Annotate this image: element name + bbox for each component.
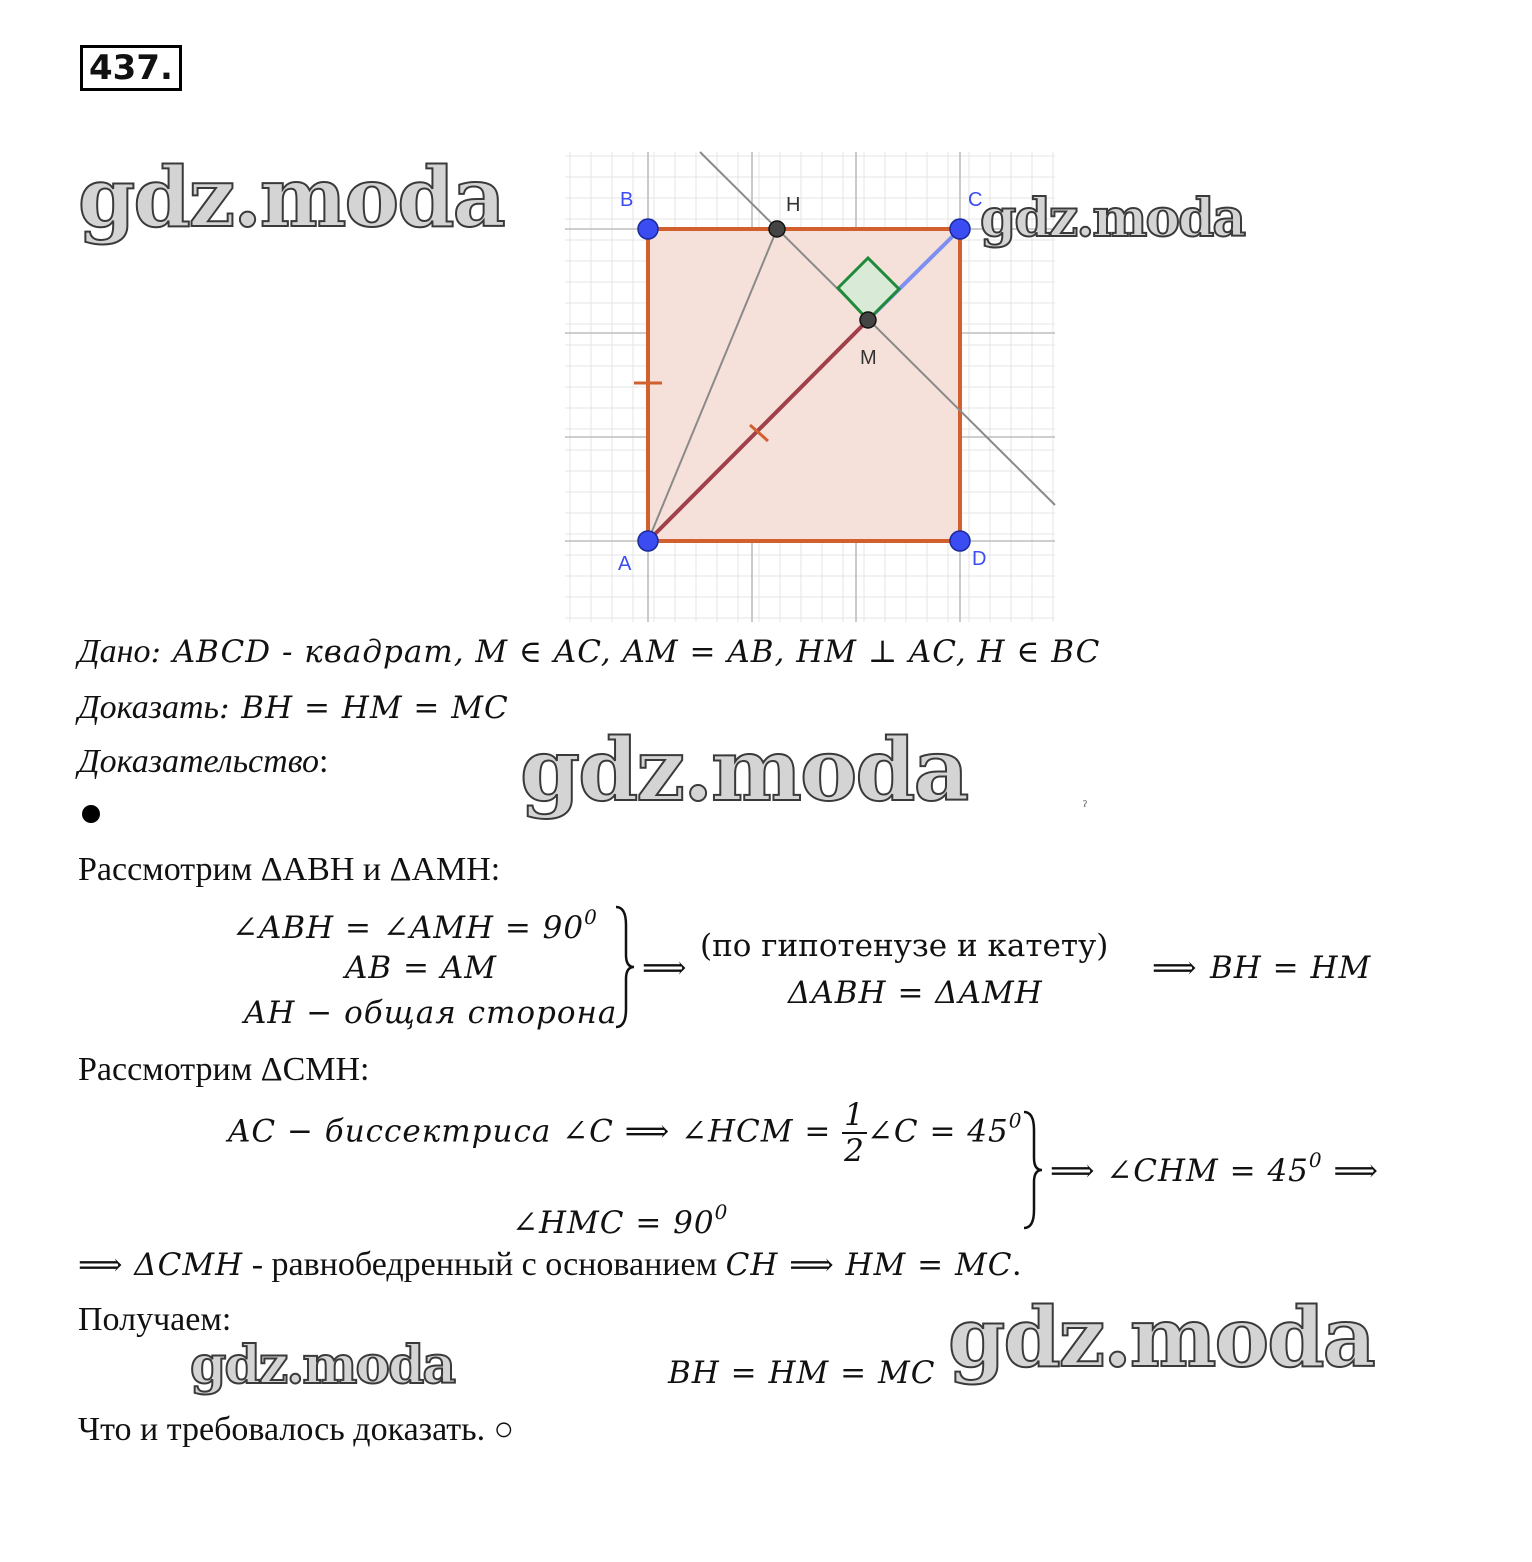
bullet (82, 805, 100, 823)
stray-mark: ˀ (1083, 798, 1087, 815)
watermark-2: gdz.moda (980, 188, 1245, 249)
prove-text: : BH = HM = MC (218, 690, 509, 726)
problem-number: 437. (80, 45, 182, 91)
final-equation: BH = HM = MC (668, 1355, 936, 1391)
given-text: : ABCD - квадрат, M ∈ AC, AM = AB, HM ⊥ AC, H ∈ BC (150, 634, 1101, 670)
step2-result (1050, 1148, 1379, 1189)
watermark-1: gdz.moda (78, 150, 504, 246)
step2-row1 (228, 1098, 1022, 1168)
prove-line (78, 688, 509, 728)
proof-label: Доказательство (78, 743, 320, 780)
step1-row1 (232, 905, 598, 946)
label-a: A (618, 553, 632, 575)
step1-row3: AH − общая сторона (244, 995, 618, 1031)
watermark-3: gdz.moda (520, 720, 968, 821)
step1-intro: Рассмотрим ΔABH и ΔAMH: (78, 851, 501, 888)
point-m (860, 312, 876, 328)
proof-heading (78, 742, 328, 782)
step2-row2-sup: 0 (714, 1200, 729, 1224)
watermark-5: gdz.moda (948, 1290, 1374, 1386)
step2-row1-b: ∠C = 45 (866, 1113, 1009, 1150)
prove-label: Доказать (78, 689, 219, 726)
given-line (78, 632, 1100, 672)
final-intro: Получаем: (78, 1301, 232, 1338)
label-d: D (972, 548, 987, 570)
step2-result-sup: 0 (1308, 1148, 1323, 1172)
given-label: Дано (78, 633, 151, 670)
point-a (638, 531, 658, 551)
step1-row2: AB = AM (345, 950, 497, 986)
step3-text: - равнобедренный с основанием (243, 1246, 726, 1283)
step3-line (78, 1245, 1021, 1285)
fraction-denominator: 2 (844, 1133, 865, 1169)
step2-row2-text: ∠HMC = 90 (512, 1205, 715, 1241)
point-b (638, 219, 658, 239)
fraction-one-half (842, 1098, 867, 1168)
step2-row1-a: AC − биссектриса ∠C ⟹ ∠HCM = (228, 1113, 832, 1150)
step1-result: ΔABH = ΔAMH (788, 975, 1043, 1011)
step1-conclusion: BH = HM (1210, 950, 1372, 986)
step3-post: ⟹ HM = MC (778, 1247, 1013, 1283)
step2-row2 (512, 1200, 728, 1241)
step1-arrow: ⟹ (642, 950, 687, 986)
step2-intro: Рассмотрим ΔCMH: (78, 1051, 370, 1088)
point-h (769, 221, 785, 237)
step3-dot: . (1012, 1246, 1021, 1283)
step1-reason: (по гипотенузе и катету) (700, 928, 1109, 964)
watermark-4: gdz.moda (190, 1335, 455, 1396)
step3-pre: ⟹ ΔCMH (78, 1247, 244, 1283)
label-b: B (620, 189, 634, 211)
step1-row1-text: ∠ABH = ∠AMH = 90 (232, 910, 585, 946)
step1-row1-sup: 0 (584, 905, 598, 929)
label-c: C (968, 189, 983, 211)
step2-result-b: ⟹ (1322, 1153, 1379, 1189)
qed-line: Что и требовалось доказать. ○ (78, 1411, 515, 1448)
point-c (950, 219, 970, 239)
proof-colon: : (319, 743, 329, 780)
point-d (950, 531, 970, 551)
step1-arrow2: ⟹ (1152, 950, 1197, 986)
step2-result-a: ⟹ ∠CHM = 45 (1050, 1153, 1309, 1189)
label-h: H (786, 194, 801, 216)
fraction-numerator: 1 (844, 1097, 865, 1133)
label-m: M (860, 347, 877, 369)
step3-base: CH (725, 1247, 779, 1283)
step2-row1-sup: 0 (1008, 1108, 1023, 1133)
brace-2 (1020, 1110, 1044, 1230)
brace-1 (612, 905, 636, 1030)
